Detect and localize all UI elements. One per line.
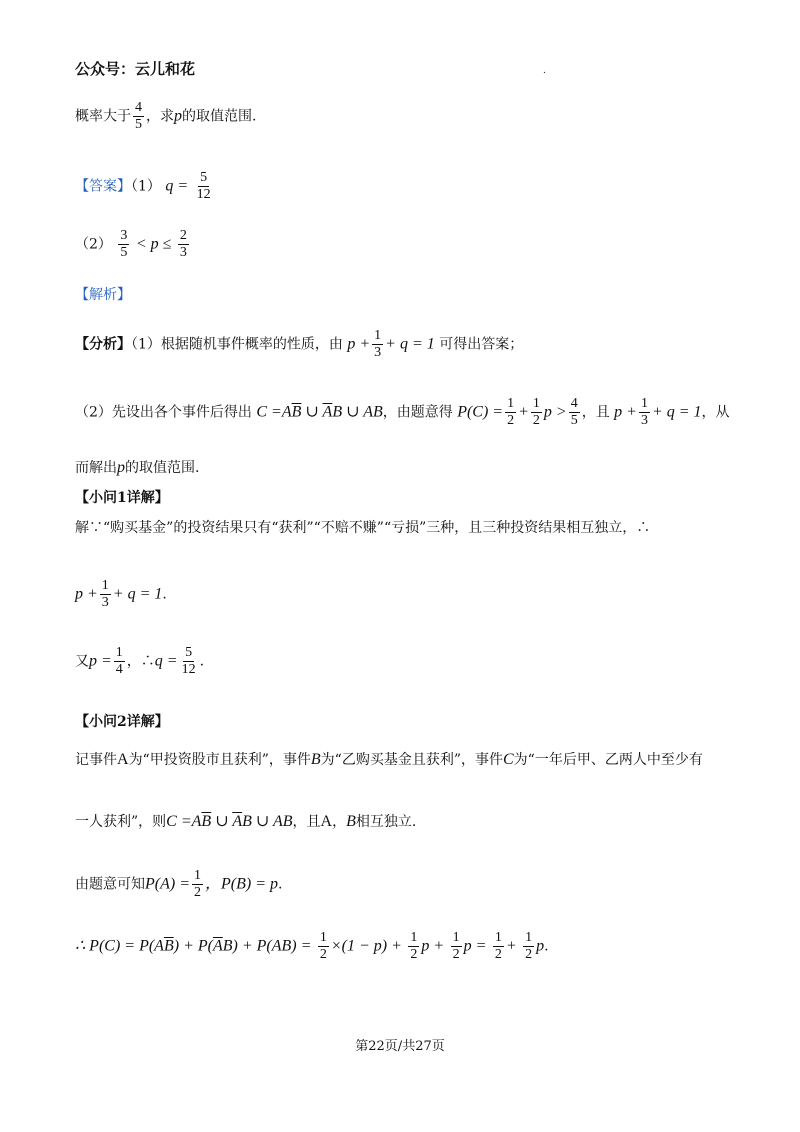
corner-dot: . [543, 66, 546, 76]
fraction: $\frac{1}{3}$ [101, 578, 109, 610]
fraction: $\frac{1}{2}$ [532, 396, 540, 428]
q1-tag: 【小问1详解】 [75, 490, 169, 506]
answer-line-1: 【答案】（1） q = $\frac{5}{12}$ [75, 170, 211, 202]
page-footer: 第22页/共27页 [355, 1039, 445, 1054]
fraction: $\frac{1}{3}$ [640, 396, 648, 428]
fraction: $\frac{1}{2}$ [319, 930, 327, 962]
union-expression: $A\overline{B}$ ∪ $\overline{A}B$ ∪ AB [191, 813, 293, 830]
fraction: $\frac{4}{5}$ [135, 100, 142, 132]
answer-tag: 【答案】 [75, 178, 131, 195]
union-expression: $A\overline{B}$ ∪ $\overline{A}B$ ∪ AB [281, 403, 383, 421]
fraction: $\frac{3}{5}$ [120, 228, 128, 260]
q2-line-1: 记事件A为“甲投资股市且获利”，事件B为“乙购买基金且获利”，事件C为“一年后甲、乙两人中至少有 [75, 751, 703, 768]
q2-line-3: 由题意可知P(A) = $\frac{1}{2}$ ，P(B) = p. [75, 868, 283, 900]
answer-line-2: （2） $\frac{3}{5}$ < p ≤ $\frac{2}{3}$ [75, 228, 187, 260]
q2-tag: 【小问2详解】 [75, 714, 169, 730]
q2-line-2: 一人获利”，则$C =A\overline{B}$ ∪ $\overline{A}B$ ∪ AB，且A，B相互独立. [75, 813, 417, 830]
fraction: $\frac{1}{4}$ [115, 645, 123, 677]
fraction: $\frac{4}{5}$ [570, 396, 578, 428]
fraction: $\frac{5}{12}$ [196, 170, 211, 202]
fraction: $\frac{5}{12}$ [181, 645, 196, 677]
analysis-tag: 【解析】 [75, 287, 131, 303]
fraction: $\frac{1}{2}$ [452, 930, 460, 962]
analysis-line-1: 【分析】（1）根据随机事件概率的性质，由 p + $\frac{1}{3}$ + q = 1 可得出答案； [75, 328, 524, 360]
q1-text: 解∵“购买基金”的投资结果只有“获利”“不赔不赚”“亏损”三种，且三种投资结果相互独立，∴ [75, 520, 651, 536]
fraction: $\frac{1}{2}$ [525, 930, 533, 962]
fraction: $\frac{1}{2}$ [194, 868, 201, 900]
q2-sum: ∴ $P(C) = P(A\overline{B}) + P(\overline{A}B) + P(AB)$ = $\frac{1}{2}$ ×(1 − p) + $\frac{1}{2}$ p + $\frac{1}{2}$ p = $\frac{1}{2}$ + $\frac{1}{2}$ p. [75, 930, 549, 962]
fraction: $\frac{1}{3}$ [374, 328, 382, 360]
fraction: $\frac{1}{2}$ [507, 396, 515, 428]
q1-equation: p + $\frac{1}{3}$ + q = 1. [75, 578, 167, 610]
fraction: $\frac{2}{3}$ [179, 228, 187, 260]
fraction: $\frac{1}{2}$ [494, 930, 502, 962]
q1-result: 又p = $\frac{1}{4}$ ，∴q = $\frac{5}{12}$ . [75, 645, 205, 677]
analysis-line-2: （2）先设出各个事件后得出 $C =A\overline{B}$ ∪ $\overline{A}B$ ∪ AB，由题意得 P(C) = $\frac{1}{2}$ + $\frac{1}{2}$ p > $\frac{4}{5}$ ，且 p + $\frac{1}{3}$ + q = 1，从 [75, 396, 730, 428]
fraction: $\frac{1}{2}$ [410, 930, 418, 962]
intro-line: 概率大于 $\frac{4}{5}$ ，求p的取值范围. [75, 100, 257, 132]
analysis-line-3: 而解出p的取值范围. [75, 459, 200, 476]
account-header: 公众号：云儿和花 [75, 60, 196, 78]
